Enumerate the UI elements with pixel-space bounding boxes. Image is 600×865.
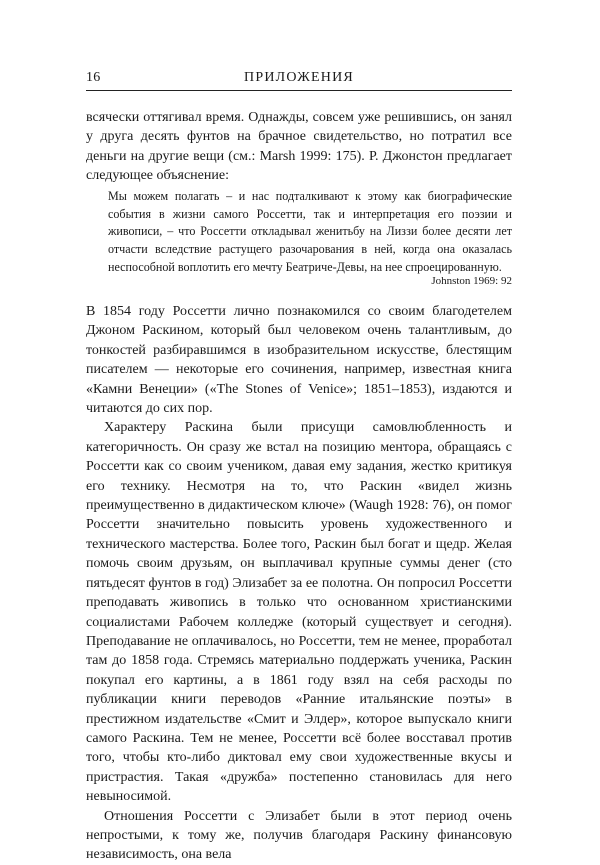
page-header (86, 70, 512, 91)
page-number: 16 (86, 70, 101, 85)
quote-citation: Johnston 1969: 92 (431, 275, 512, 287)
quote-text: Мы можем полагать – и нас подталкивают к этому как биографические события в жизни самого Россетти, так и интерпретация его поэзии и живописи, – что Россетти откладывал женитьбу на Лиззи более десяти лет отчасти вследствие растущего разочарования в ней, когда она оказалась неспособной воплотить его мечту Беатриче-Девы, на нее спроецированную. (108, 189, 512, 274)
paragraph: Характеру Раскина были присущи самовлюбленность и категоричность. Он сразу же встал на позицию ментора, обращаясь с Россетти как со своим учеником, давая ему задания, жестко критикуя его технику. Несмотря на то, что Раскин «видел жизнь преимущественно в дидактическом ключе» (Waugh 1928: 76), он помог Россетти значительно повысить уровень художественного и технического мастерства. Более того, Раскин был богат и щедр. Желая помочь своим друзьям, он выплачивал крупные суммы денег (сто пятьдесят фунтов в год) Элизабет за ее полотна. Он попросил Россетти преподавать живопись в только что основанном христианскими социалистами Рабочем колледже (который существует и сегодня). Преподавание не оплачивалось, но Россетти, тем не менее, проработал там до 1858 года. Стремясь материально поддержать ученика, Раскин покупал его картины, а в 1861 году взял на себя расходы по публикации книги переводов «Ранние итальянские поэты» в престижном издательстве «Смит и Элдер», которое выпускало книги самого Раскина. Тем не менее, Россетти всё более восставал против того, чтобы кто-либо диктовал ему свои художественные вкусы и пристрастия. Такая «дружба» постепенно становилась для него невыносимой. (86, 420, 512, 805)
block-quote (108, 188, 512, 277)
main-text-block (86, 302, 512, 865)
running-head: ПРИЛОЖЕНИЯ (244, 70, 354, 85)
paragraph: Отношения Россетти с Элизабет были в этот период очень непростыми, к тому же, получив благодаря Раскину финансовую независимость, она вела (86, 808, 512, 863)
paragraph: В 1854 году Россетти лично познакомился со своим благодетелем Джоном Раскином, который был человеком очень талантливым, до тонкостей разбиравшимся в изобразительном искусстве, блестящим писателем — некоторые его сочинения, например, известная книга «Камни Венеции» («The Stones of Venice»; 1851–1853), издаются и читаются до сих пор. (86, 304, 512, 417)
paragraph: всячески оттягивал время. Однажды, совсем уже решившись, он занял у друга десять фунтов на брачное свидетельство, но потратил все деньги на другие вещи (см.: Marsh 1999: 175). Р. Джонстон предлагает следующее объяснение: (86, 110, 512, 184)
intro-paragraph-block (86, 108, 512, 186)
